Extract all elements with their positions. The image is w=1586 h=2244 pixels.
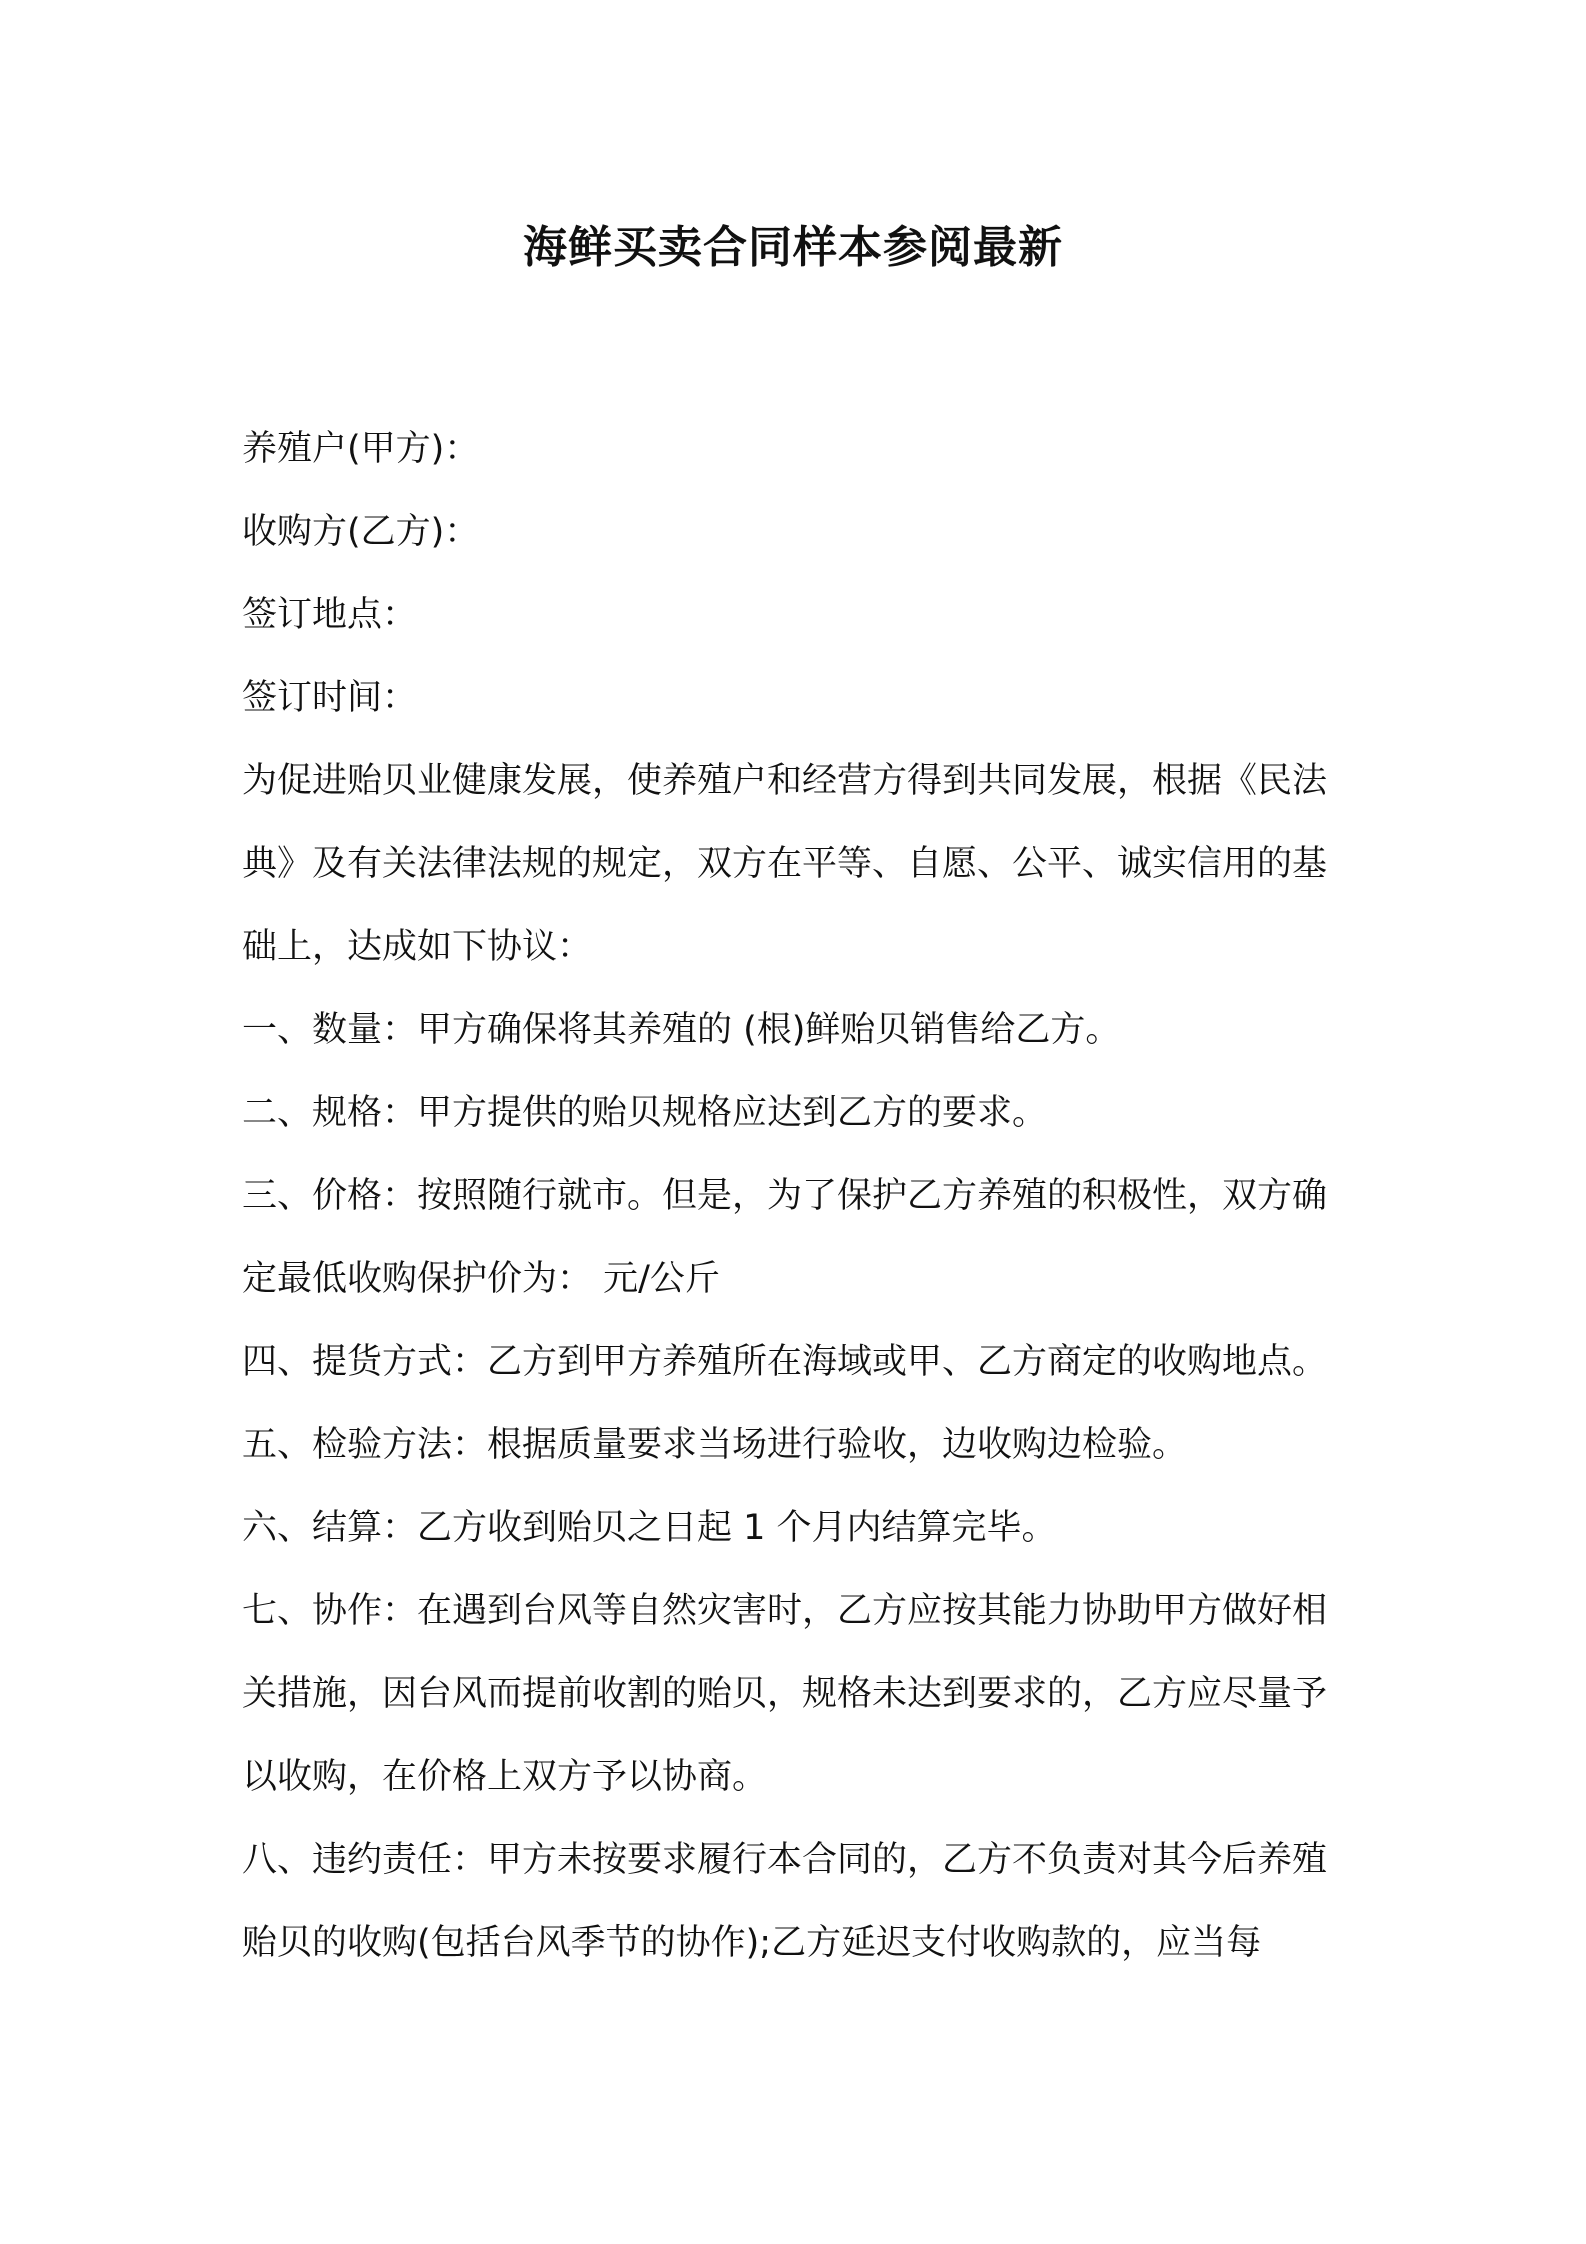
clause-inspection: 五、检验方法：根据质量要求当场进行验收，边收购边检验。 [242,1425,1188,1465]
clause-cooperation: 七、协作：在遇到台风等自然灾害时，乙方应按其能力协助甲方做好相关措施，因台风而提前收割的贻贝，规格未达到要求的，乙方应尽量予以收购，在价格上双方予以协商。 [242,1591,1328,1797]
clause-price: 三、价格：按照随行就市。但是，为了保护乙方养殖的积极性，双方确定最低收购保护价为： 元/公斤 [242,1176,1328,1299]
document-title: 海鲜买卖合同样本参阅最新 [523,222,1063,273]
signing-place-line: 签订地点： [242,595,418,635]
clause-specification: 二、规格：甲方提供的贻贝规格应达到乙方的要求。 [242,1093,1048,1133]
signing-time-line: 签订时间： [242,678,418,718]
party-a-line: 养殖户(甲方)： [242,429,480,469]
document-body [242,408,1357,1985]
clause-settlement: 六、结算：乙方收到贻贝之日起 1 个月内结算完毕。 [242,1508,1057,1548]
clause-liability: 八、违约责任：甲方未按要求履行本合同的，乙方不负责对其今后养殖贻贝的收购(包括台风季节的协作);乙方延迟支付收购款的，应当每 [242,1840,1328,1963]
clause-quantity: 一、数量：甲方确保将其养殖的 (根)鲜贻贝销售给乙方。 [242,1010,1121,1050]
preamble-paragraph: 为促进贻贝业健康发展，使养殖户和经营方得到共同发展，根据《民法典》及有关法律法规的规定，双方在平等、自愿、公平、诚实信用的基础上，达成如下协议： [242,761,1328,967]
party-b-line: 收购方(乙方)： [242,512,480,552]
clause-delivery: 四、提货方式：乙方到甲方养殖所在海域或甲、乙方商定的收购地点。 [242,1342,1328,1382]
